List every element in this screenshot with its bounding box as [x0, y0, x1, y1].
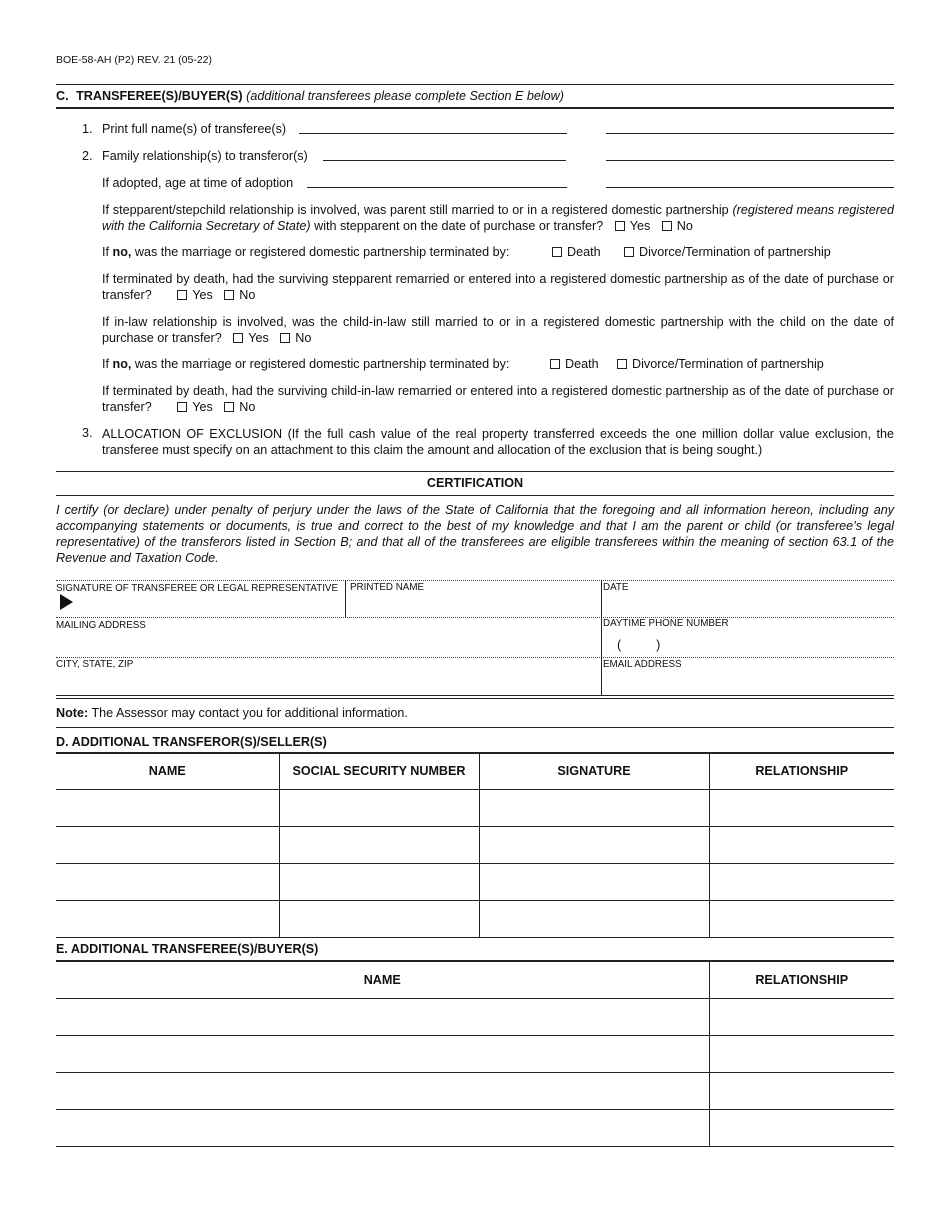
relationship-cell[interactable] [709, 790, 894, 827]
relationship-cell[interactable] [709, 864, 894, 901]
relationship-cell[interactable] [709, 1110, 894, 1147]
section-c-subtitle: (additional transferees please complete Section E below) [246, 89, 564, 103]
signature-field[interactable] [56, 580, 345, 617]
name-cell[interactable] [56, 901, 279, 938]
signature-cell[interactable] [479, 827, 709, 864]
stepparent-death-label: Death [567, 245, 601, 259]
section-c-letter: C. [56, 89, 69, 103]
section-c-title: TRANSFEREE(S)/BUYER(S) [76, 89, 243, 103]
table-row [56, 1110, 894, 1147]
phone-format: ( ) [617, 638, 661, 652]
relationship-field-1[interactable] [323, 160, 566, 161]
section-d-header-row [56, 753, 894, 790]
stepparent-question-text-b: with stepparent on the date of purchase or transfer? [314, 219, 604, 233]
signature-cell[interactable] [479, 790, 709, 827]
inlaw-death-option [550, 357, 599, 371]
stepparent-termination-question [102, 245, 509, 259]
inlaw-remarried-yes-checkbox[interactable] [177, 402, 187, 412]
item-3-number: 3. [82, 426, 93, 440]
section-c-heading [56, 89, 564, 103]
printed-name-label: PRINTED NAME [350, 582, 425, 593]
stepparent-remarried-yes-checkbox[interactable] [177, 290, 187, 300]
inlaw-if-no-prefix: If [102, 357, 109, 371]
inlaw-remarried-question [102, 383, 894, 415]
column-header-name: NAME [56, 962, 709, 999]
signature-cell[interactable] [479, 901, 709, 938]
inlaw-question-text: If in-law relationship is involved, was the child-in-law still married to or in a registered domestic partnership with the child on the date of purchase or transfer? [102, 315, 894, 345]
section-e-header-row [56, 962, 894, 999]
inlaw-if-no-bold: no, [112, 357, 132, 371]
inlaw-no-checkbox[interactable] [280, 333, 290, 343]
if-no-prefix: If [102, 245, 109, 259]
relationship-cell[interactable] [709, 1036, 894, 1073]
table-row [56, 1036, 894, 1073]
phone-field[interactable] [602, 617, 894, 657]
stepparent-divorce-option [624, 245, 831, 259]
name-cell[interactable] [56, 790, 279, 827]
inlaw-death-checkbox[interactable] [550, 359, 560, 369]
section-e-table [56, 962, 894, 1147]
city-state-zip-field[interactable] [56, 657, 600, 695]
section-c-top-rule [56, 84, 894, 85]
item-2-label: Family relationship(s) to transferor(s) [102, 149, 308, 163]
stepparent-death-checkbox[interactable] [552, 247, 562, 257]
transferee-name-field-2[interactable] [606, 133, 894, 134]
name-cell[interactable] [56, 864, 279, 901]
signature-block-bottom-rule-1 [56, 695, 894, 696]
column-header-name: NAME [56, 753, 279, 790]
adoption-age-field-2[interactable] [606, 187, 894, 188]
mailing-address-label: MAILING ADDRESS [56, 620, 146, 631]
signature-block-bottom-rule-2 [56, 698, 894, 699]
stepparent-remarried-no-checkbox[interactable] [224, 290, 234, 300]
inlaw-divorce-checkbox[interactable] [617, 359, 627, 369]
form-number: BOE-58-AH (P2) REV. 21 (05-22) [56, 54, 213, 66]
stepparent-death-option [552, 245, 601, 259]
certification-title-rule [56, 495, 894, 496]
certification-title: CERTIFICATION [426, 476, 524, 490]
relationship-field-2[interactable] [606, 160, 894, 161]
item-1-label: Print full name(s) of transferee(s) [102, 122, 287, 136]
certification-text: I certify (or declare) under penalty of perjury under the laws of the State of California that the foregoing and all information hereon, including any accompanying statements or documents, is true and correct to the best of my knowledge and that I am the parent or child (or transferee’s legal representative) of the transferors listed in Section B; and that all of the transferees are eligible transferees within the meaning of section 63.1 of the Revenue and Taxation Code. [56, 503, 894, 565]
certification-top-rule [56, 471, 894, 472]
inlaw-if-no-text: was the marriage or registered domestic partnership terminated by: [134, 357, 510, 371]
inlaw-termination-question [102, 357, 509, 371]
table-row [56, 1073, 894, 1110]
relationship-cell[interactable] [709, 1073, 894, 1110]
section-d-table [56, 753, 894, 938]
stepparent-remarried-yes-label: Yes [192, 288, 213, 302]
stepparent-divorce-label: Divorce/Termination of partnership [639, 245, 831, 259]
ssn-cell[interactable] [279, 901, 479, 938]
column-header-ssn: SOCIAL SECURITY NUMBER [279, 753, 479, 790]
stepparent-yes-checkbox[interactable] [615, 221, 625, 231]
name-cell[interactable] [56, 999, 709, 1036]
item-1-number: 1. [82, 122, 93, 136]
printed-name-field[interactable] [346, 580, 600, 617]
mailing-address-field[interactable] [56, 617, 600, 657]
table-row [56, 864, 894, 901]
section-e-title: E. ADDITIONAL TRANSFEREE(S)/BUYER(S) [56, 942, 319, 956]
stepparent-no-checkbox[interactable] [662, 221, 672, 231]
item-3-text: ALLOCATION OF EXCLUSION (If the full cash value of the real property transferred exceeds the one million dollar value exclusion, the transferee must specify on an attachment to this claim the amount and allocation of the exclusion that is being sought.) [102, 427, 894, 457]
column-header-relationship: RELATIONSHIP [709, 962, 894, 999]
note-bold: Note: [56, 706, 89, 720]
relationship-cell[interactable] [709, 901, 894, 938]
name-cell[interactable] [56, 1073, 709, 1110]
stepparent-question-text-a: If stepparent/stepchild relationship is involved, was parent still married to or in a registered domestic partnership [102, 203, 729, 217]
inlaw-remarried-yes-label: Yes [192, 400, 213, 414]
column-header-relationship: RELATIONSHIP [709, 753, 894, 790]
stepparent-remarried-text: If terminated by death, had the surviving stepparent remarried or entered into a registered domestic partnership as of the date of purchase or transfer? [102, 272, 894, 302]
stepparent-yes-label: Yes [629, 219, 651, 233]
date-label: DATE [603, 582, 629, 593]
city-state-zip-label: CITY, STATE, ZIP [56, 659, 134, 670]
inlaw-question [102, 314, 894, 346]
section-d-title: D. ADDITIONAL TRANSFEROR(S)/SELLER(S) [56, 735, 327, 749]
inlaw-death-label: Death [565, 357, 599, 371]
ssn-cell[interactable] [279, 790, 479, 827]
note-rule [56, 727, 894, 728]
email-field[interactable] [602, 657, 894, 695]
email-label: EMAIL ADDRESS [603, 659, 682, 670]
stepparent-question [102, 202, 894, 234]
phone-label: DAYTIME PHONE NUMBER [603, 618, 729, 629]
name-cell[interactable] [56, 1110, 709, 1147]
section-c-bottom-rule [56, 107, 894, 109]
inlaw-yes-label: Yes [248, 331, 269, 345]
stepparent-divorce-checkbox[interactable] [624, 247, 634, 257]
date-field[interactable] [602, 580, 894, 617]
item-2-number: 2. [82, 149, 93, 163]
table-row [56, 999, 894, 1036]
inlaw-yes-checkbox[interactable] [233, 333, 243, 343]
stepparent-no-label: No [676, 219, 693, 233]
signature-cell[interactable] [479, 864, 709, 901]
ssn-cell[interactable] [279, 827, 479, 864]
stepparent-question-italic: (registered means registered with the California Secretary of State) [102, 203, 895, 233]
relationship-cell[interactable] [709, 827, 894, 864]
adoption-age-field-1[interactable] [307, 187, 567, 188]
inlaw-remarried-text: If terminated by death, had the surviving child-in-law remarried or entered into a registered domestic partnership as of the date of purchase or transfer? [102, 384, 894, 414]
table-row [56, 790, 894, 827]
inlaw-divorce-label: Divorce/Termination of partnership [632, 357, 824, 371]
table-row [56, 827, 894, 864]
inlaw-remarried-no-label: No [239, 400, 256, 414]
inlaw-divorce-option [617, 357, 824, 371]
signature-label: SIGNATURE OF TRANSFEREE OR LEGAL REPRESENTATIVE [56, 583, 338, 594]
note-text: The Assessor may contact you for additional information. [91, 706, 408, 720]
ssn-cell[interactable] [279, 864, 479, 901]
name-cell[interactable] [56, 1036, 709, 1073]
inlaw-remarried-no-checkbox[interactable] [224, 402, 234, 412]
transferee-name-field-1[interactable] [299, 133, 567, 134]
inlaw-no-label: No [295, 331, 312, 345]
if-no-bold: no, [112, 245, 132, 259]
if-no-text: was the marriage or registered domestic partnership terminated by: [134, 245, 510, 259]
column-header-signature: SIGNATURE [479, 753, 709, 790]
relationship-cell[interactable] [709, 999, 894, 1036]
name-cell[interactable] [56, 827, 279, 864]
table-row [56, 901, 894, 938]
adopted-label: If adopted, age at time of adoption [102, 176, 294, 190]
stepparent-remarried-no-label: No [239, 288, 256, 302]
note [56, 706, 408, 720]
stepparent-remarried-question [102, 271, 894, 303]
